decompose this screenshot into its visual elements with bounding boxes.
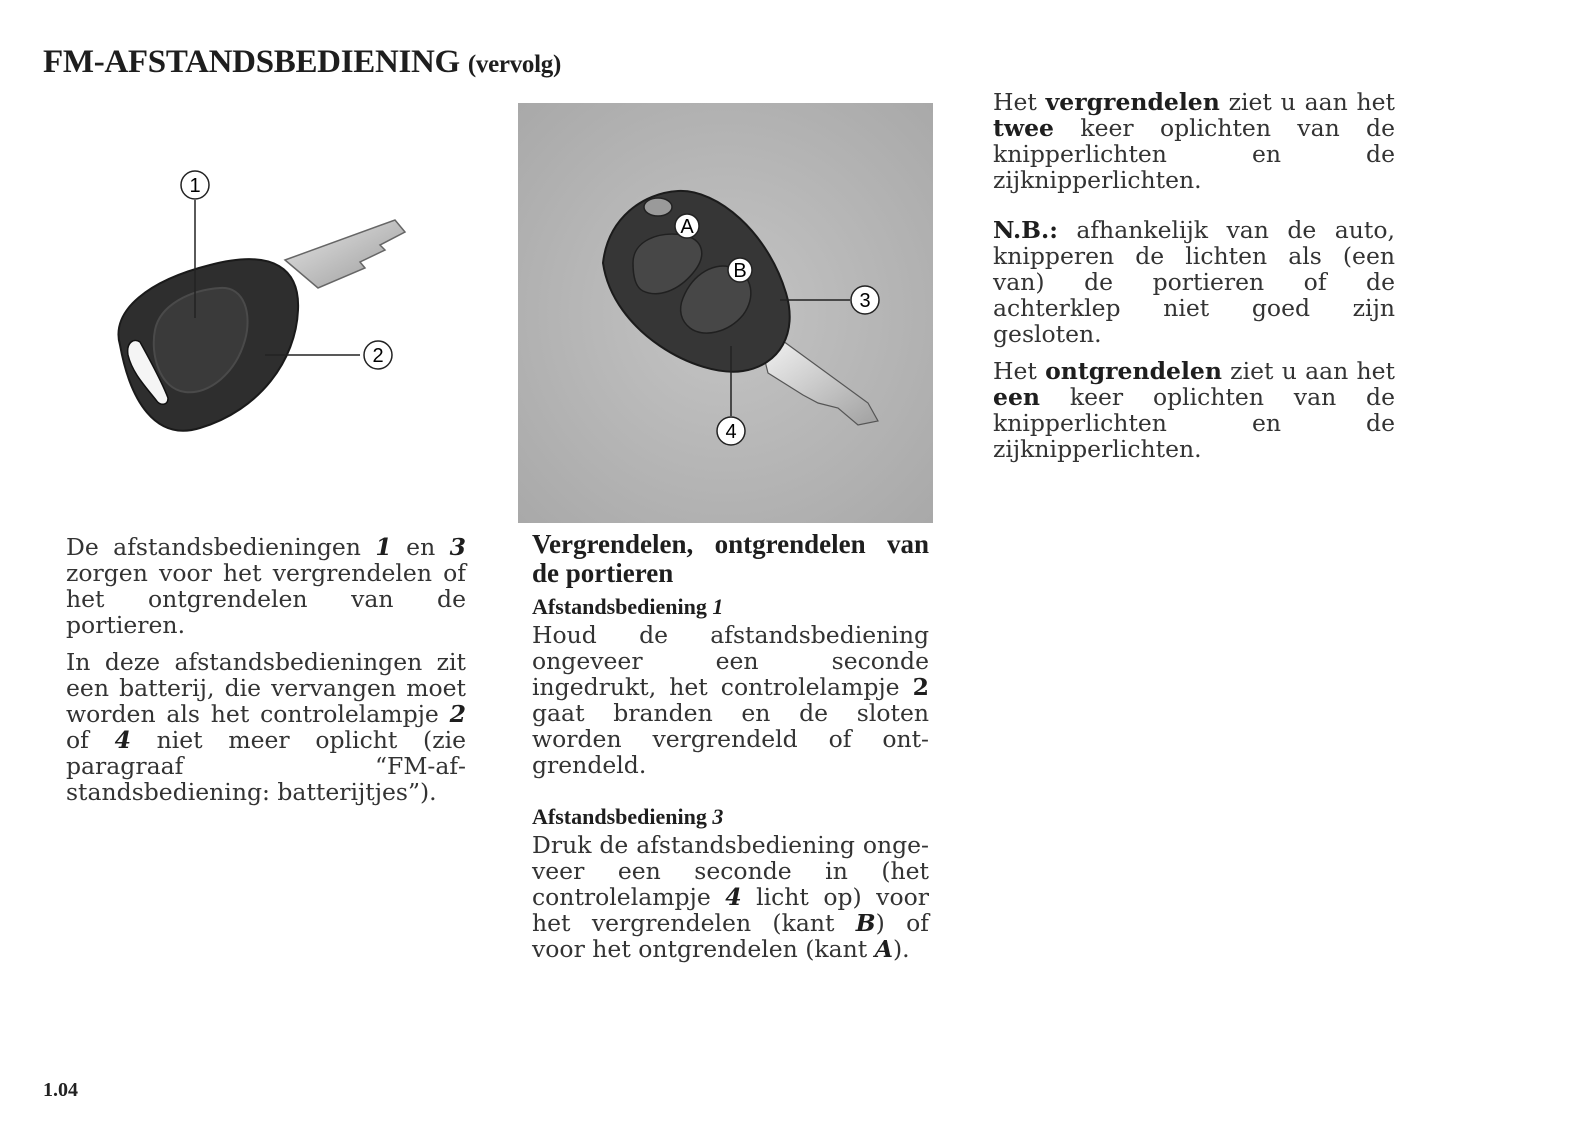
- callout-label-3: 3: [859, 290, 871, 312]
- page-title-text: FM-AFSTANDSBEDIENING: [43, 44, 460, 80]
- right-column: [993, 89, 1395, 473]
- left-paragraph-2: In deze afstandsbedieningen zit een batterij, die vervangen moet worden als het controlelampje 2 of 4 niet meer oplicht (zie paragraaf “FM-afstandsbediening: batterijtjes”).: [66, 648, 466, 806]
- key-blade: [285, 220, 405, 288]
- figure-key-single-button: [60, 110, 460, 490]
- callout-label-b: B: [733, 260, 747, 282]
- middle-column: [532, 530, 929, 973]
- remote-ring-hole: [644, 198, 672, 216]
- section-heading: Vergrendelen, ontgrendelen van de portieren: [532, 529, 929, 588]
- callout-label-a: A: [680, 216, 694, 238]
- page-number: 1.04: [43, 1079, 78, 1101]
- middle-paragraph-1: Houd de afstandsbediening ongeveer een seconde ingedrukt, het controlelampje 2 gaat branden en de sloten worden vergrendeld of ontgrendeld.: [532, 621, 929, 779]
- right-paragraph-2: N.B.: afhankelijk van de auto, knipperen de lichten als (een van) de portieren of de achterklep niet goed zijn gesloten.: [993, 216, 1395, 348]
- figure-remote-two-buttons: [518, 103, 933, 523]
- callout-label-2: 2: [372, 345, 384, 367]
- key-illustration: [60, 110, 460, 490]
- left-paragraph-1: De afstandsbedieningen 1 en 3 zorgen voor het vergrendelen of het ontgrendelen van de portieren.: [66, 533, 467, 639]
- subheading-remote-1: Afstandsbediening 1: [532, 594, 724, 619]
- right-paragraph-1: Het vergrendelen ziet u aan het twee keer oplichten van de knipperlichten en de zijknipperlichten.: [993, 88, 1395, 194]
- left-column: [66, 534, 466, 816]
- subheading-remote-3: Afstandsbediening 3: [532, 804, 724, 829]
- callout-label-4: 4: [725, 421, 737, 443]
- remote-photo: [518, 103, 933, 523]
- callout-label-1: 1: [189, 175, 201, 197]
- page-title: [43, 44, 561, 81]
- page-title-suffix: (vervolg): [467, 51, 561, 78]
- right-paragraph-3: Het ontgrendelen ziet u aan het een keer oplichten van de knipperlichten en de zijknipperlichten.: [993, 357, 1395, 463]
- middle-paragraph-2: Druk de afstandsbediening ongeveer een seconde in (het controlelampje 4 licht op) voor het vergrendelen (kant B) of voor het ontgrendelen (kant A).: [532, 831, 929, 963]
